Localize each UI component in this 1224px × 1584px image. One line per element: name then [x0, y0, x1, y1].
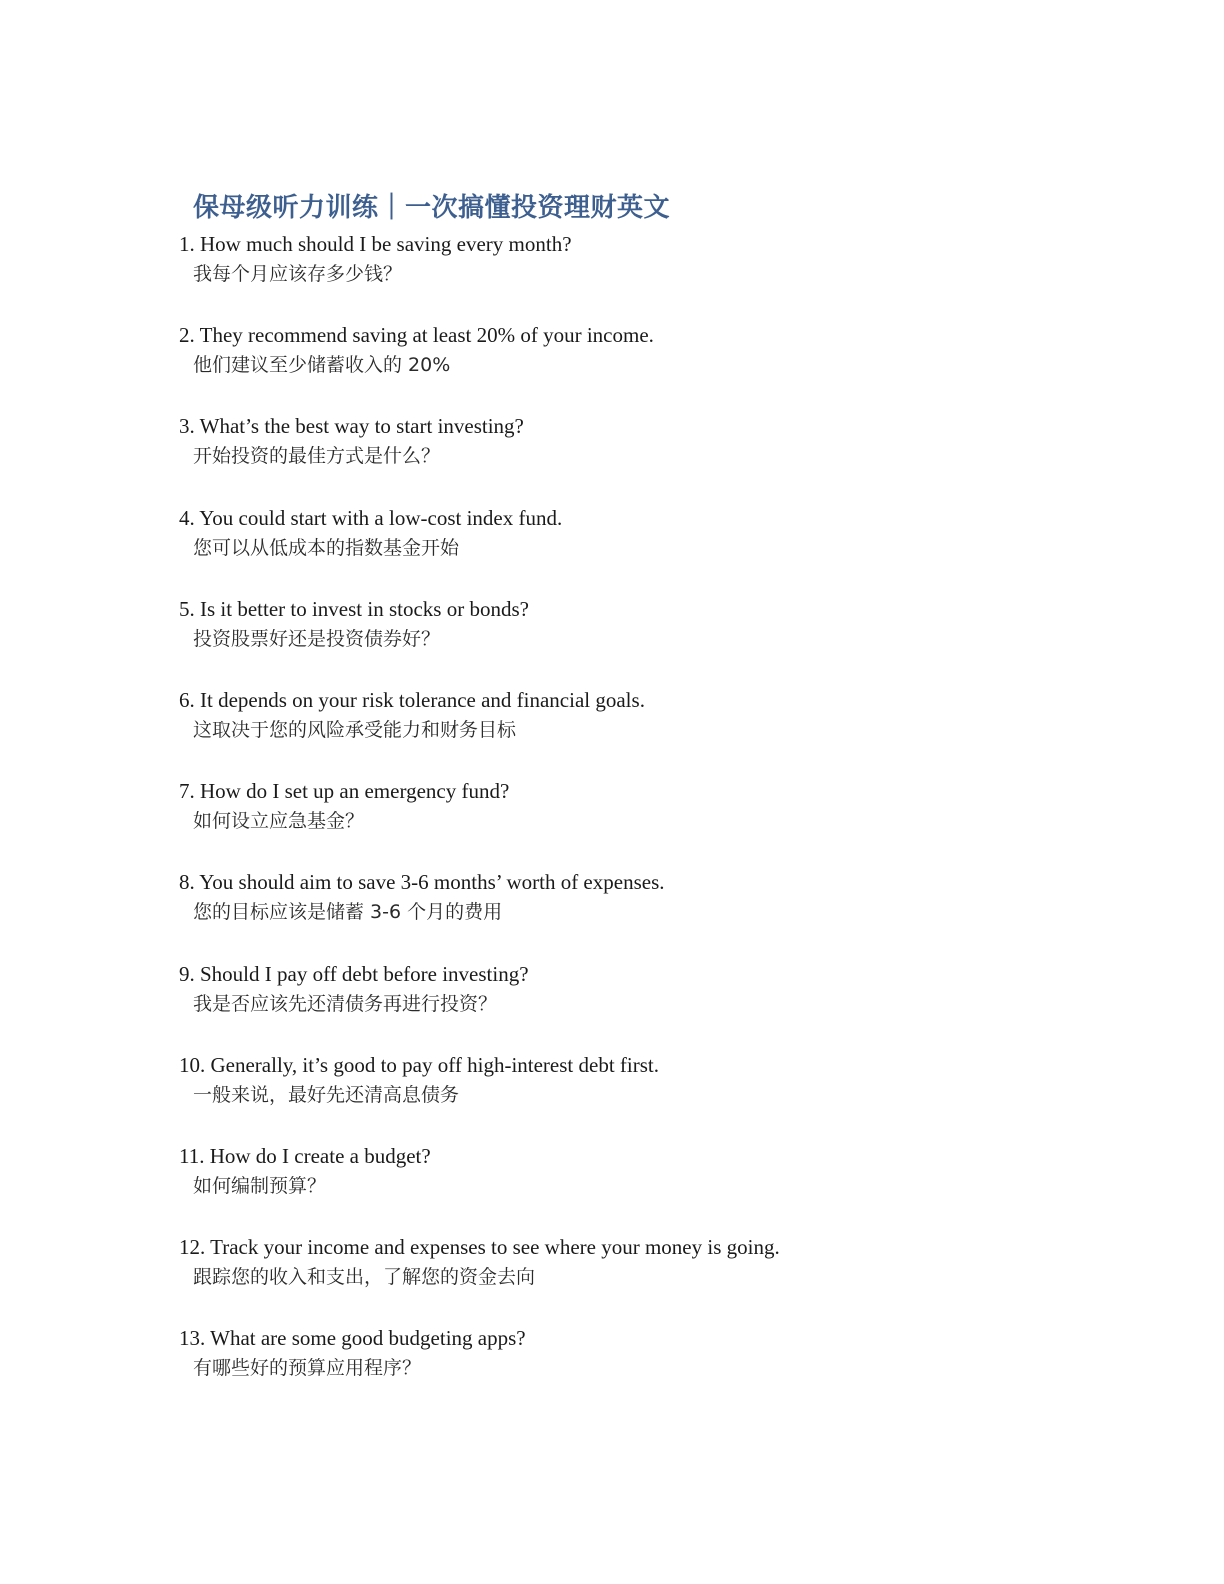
- phrase-item: [179, 959, 1159, 1050]
- phrase-list: [179, 229, 1159, 1414]
- phrase-item: [179, 685, 1159, 776]
- phrase-item: [179, 320, 1159, 411]
- phrase-english: 6. It depends on your risk tolerance and financial goals.: [179, 687, 645, 712]
- phrase-item: [179, 1141, 1159, 1232]
- phrase-chinese: 我是否应该先还清债务再进行投资？: [193, 992, 498, 1015]
- phrase-chinese: 开始投资的最佳方式是什么？: [193, 445, 441, 468]
- phrase-english: 8. You should aim to save 3-6 months’ worth of expenses.: [179, 870, 665, 895]
- phrase-english: 2. They recommend saving at least 20% of your income.: [179, 323, 654, 348]
- phrase-chinese: 他们建议至少储蓄收入的 20%: [193, 354, 451, 377]
- phrase-english: 10. Generally, it’s good to pay off high-interest debt first.: [179, 1052, 659, 1077]
- phrase-english: 12. Track your income and expenses to see where your money is going.: [179, 1235, 780, 1260]
- phrase-item: [179, 867, 1159, 958]
- phrase-item: [179, 776, 1159, 867]
- phrase-english: 11. How do I create a budget?: [179, 1143, 431, 1168]
- phrase-english: 5. Is it better to invest in stocks or bonds?: [179, 596, 529, 621]
- phrase-item: [179, 1232, 1159, 1323]
- phrase-chinese: 一般来说，最好先还清高息债务: [193, 1083, 460, 1106]
- phrase-chinese: 我每个月应该存多少钱？: [193, 263, 403, 285]
- phrase-chinese: 如何编制预算？: [193, 1174, 327, 1197]
- phrase-item: [179, 594, 1159, 685]
- phrase-chinese: 有哪些好的预算应用程序？: [193, 1357, 422, 1380]
- phrase-item: [179, 503, 1159, 594]
- phrase-chinese: 您可以从低成本的指数基金开始: [193, 536, 460, 559]
- phrase-item: [179, 411, 1159, 502]
- phrase-english: 1. How much should I be saving every month?: [179, 232, 572, 256]
- phrase-english: 13. What are some good budgeting apps?: [179, 1326, 526, 1351]
- phrase-item: [179, 229, 1159, 320]
- phrase-chinese: 如何设立应急基金？: [193, 810, 365, 833]
- phrase-chinese: 这取决于您的风险承受能力和财务目标: [193, 718, 517, 741]
- phrase-english: 9. Should I pay off debt before investing?: [179, 961, 529, 986]
- document-title: 保母级听力训练｜一次搞懂投资理财英文: [193, 193, 671, 223]
- phrase-english: 7. How do I set up an emergency fund?: [179, 779, 510, 804]
- phrase-chinese: 投资股票好还是投资债券好？: [193, 627, 441, 650]
- phrase-chinese: 您的目标应该是储蓄 3-6 个月的费用: [193, 901, 503, 924]
- phrase-english: 3. What’s the best way to start investing?: [179, 414, 524, 439]
- phrase-chinese: 跟踪您的收入和支出，了解您的资金去向: [193, 1266, 536, 1289]
- phrase-item: [179, 1050, 1159, 1141]
- phrase-english: 4. You could start with a low-cost index fund.: [179, 505, 563, 530]
- phrase-item: [179, 1323, 1159, 1414]
